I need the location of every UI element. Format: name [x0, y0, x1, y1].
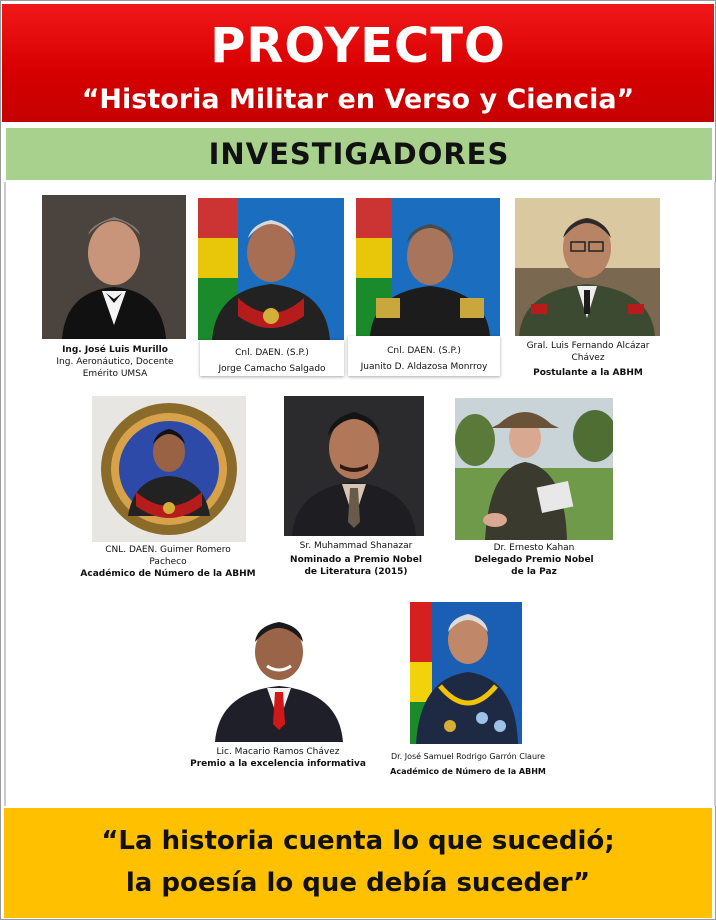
researcher-name: Lic. Macario Ramos Chávez: [216, 747, 340, 757]
section-band: [6, 128, 712, 180]
project-title: PROYECTO: [210, 18, 506, 74]
researcher-photo-7: [455, 398, 613, 540]
project-subtitle: “Historia Militar en Verso y Ciencia”: [81, 84, 635, 115]
researcher-role: Postulante a la ABHM: [533, 368, 643, 378]
portrait-image: [42, 195, 186, 339]
researcher-photo-8: [209, 606, 344, 742]
researcher-caption-5: [70, 544, 266, 580]
quote-line-1: “La historia cuenta lo que sucedió;: [101, 826, 615, 856]
portrait-image: [92, 396, 246, 542]
portrait-image: [410, 602, 522, 744]
researcher-rank: Cnl. DAEN. (S.P.): [387, 346, 461, 356]
portrait-image: [209, 606, 344, 742]
researcher-name: Jorge Camacho Salgado: [218, 364, 326, 374]
researcher-photo-9: [410, 602, 522, 744]
researcher-role: Académico de Número de la ABHM: [390, 767, 546, 776]
researcher-caption-9: [378, 750, 558, 778]
portrait-image: [515, 198, 660, 336]
researcher-role: de la Paz: [511, 567, 557, 577]
researcher-photo-3: [356, 198, 500, 336]
quote-banner: [4, 808, 712, 918]
researcher-name: Chávez: [571, 353, 605, 363]
header-banner: [2, 4, 714, 122]
researcher-name: Gral. Luis Fernando Alcázar: [526, 341, 650, 351]
researcher-role: Emérito UMSA: [82, 369, 148, 379]
researcher-name: Ing. José Luis Murillo: [62, 345, 168, 355]
researcher-caption-4: [508, 340, 668, 379]
researcher-caption-2: [200, 340, 344, 376]
researcher-caption-7: [448, 542, 620, 578]
quote-line-2: la poesía lo que debía suceder”: [125, 868, 591, 898]
portrait-image: [455, 398, 613, 540]
researcher-photo-6: [284, 396, 424, 536]
researcher-photo-5: [92, 396, 246, 542]
researcher-name: Dr. José Samuel Rodrigo Garrón Claure: [390, 752, 546, 761]
researcher-role: Delegado Premio Nobel: [474, 555, 594, 565]
researcher-name: Juanito D. Aldazosa Monrroy: [360, 362, 488, 372]
researcher-name: Dr. Ernesto Kahan: [493, 543, 575, 553]
researcher-caption-8: [186, 746, 370, 770]
researcher-role: Nominado a Premio Nobel: [290, 555, 422, 565]
researcher-photo-2: [198, 198, 344, 340]
researcher-role: Premio a la excelencia informativa: [190, 759, 366, 769]
researcher-role: Académico de Número de la ABHM: [80, 569, 256, 579]
researcher-caption-1: [40, 344, 190, 380]
researcher-name: Sr. Muhammad Shanazar: [299, 541, 413, 551]
portrait-image: [284, 396, 424, 536]
researcher-caption-3: [348, 336, 500, 376]
researcher-role: de Literatura (2015): [304, 567, 408, 577]
researcher-rank: Cnl. DAEN. (S.P.): [235, 348, 309, 358]
researcher-name: Pacheco: [149, 557, 187, 567]
researcher-photo-4: [515, 198, 660, 336]
portrait-image: [198, 198, 344, 340]
researcher-photo-1: [42, 195, 186, 339]
researcher-role: Ing. Aeronáutico, Docente: [56, 357, 174, 367]
researcher-caption-6: [280, 540, 432, 578]
section-title: INVESTIGADORES: [208, 137, 510, 171]
researcher-name: CNL. DAEN. Guimer Romero: [105, 545, 231, 555]
portrait-image: [356, 198, 500, 336]
